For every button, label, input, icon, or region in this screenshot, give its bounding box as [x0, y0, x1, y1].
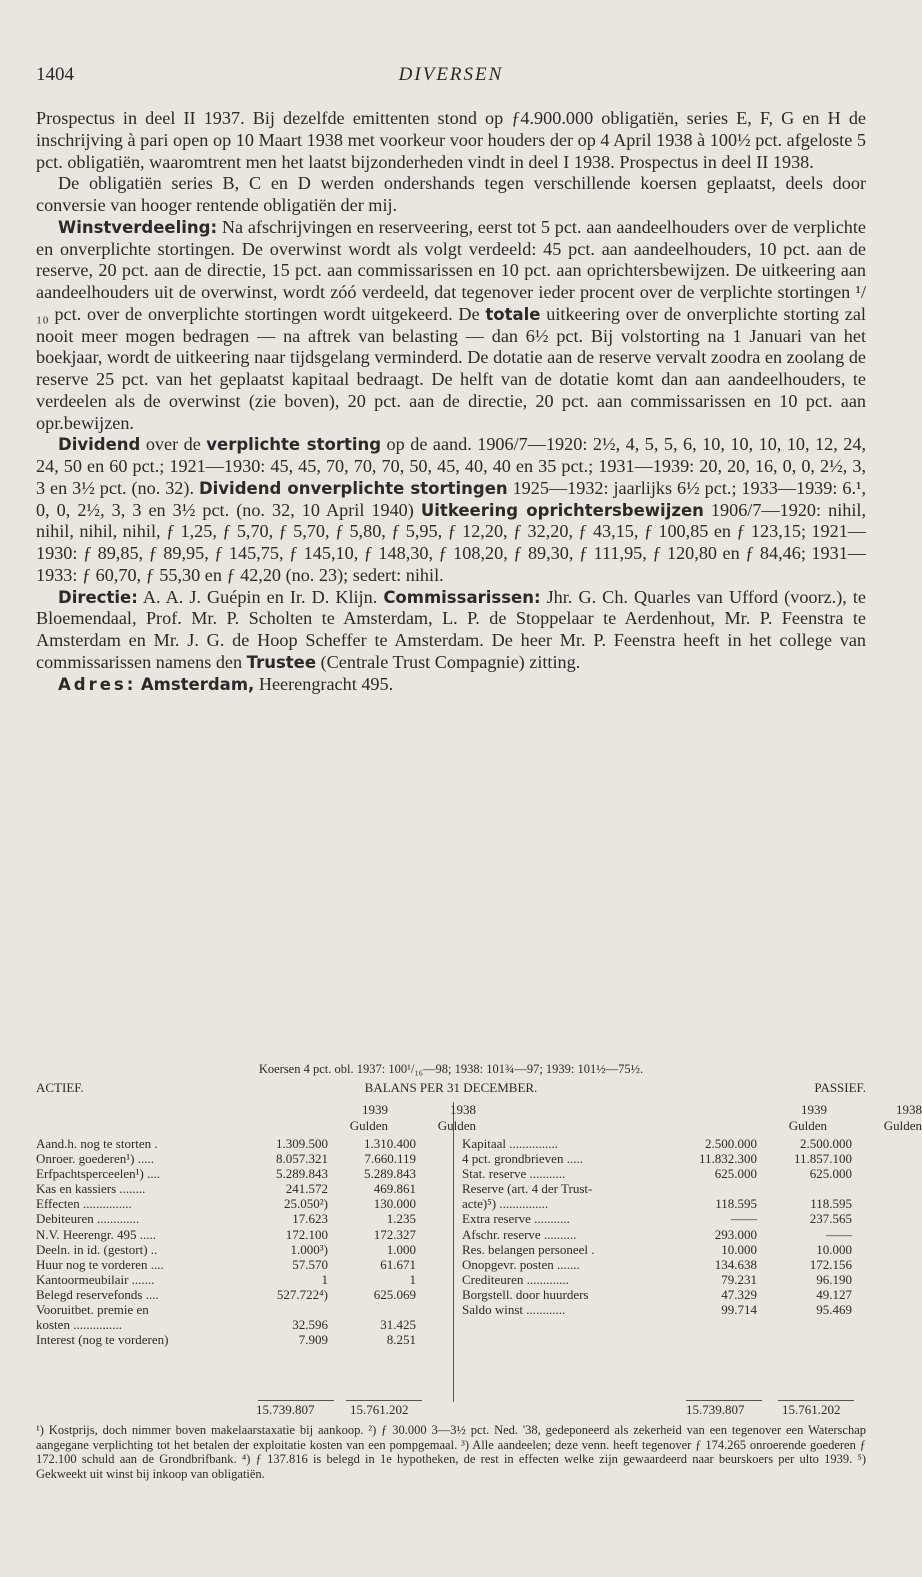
- actief-value-1939: 17.623: [292, 1211, 328, 1227]
- dividend-text-b: op de aand. 1906/7—1920: 2½, 4, 5, 5, 6, 10, 10, 10, 10, 12, 24, 24, 50 en 60 pct.; 1921—1930: 45, 45, 70, 70, 70, 50, 45, 40, 40 en 35 pct.; 1931—1939: 20, 20, 16, 0, 0, 2½, 3, 3 en 3½ pct. (no. 32).: [36, 434, 866, 498]
- actief-value-1939: 241.572: [285, 1181, 328, 1197]
- page-header: [36, 64, 866, 94]
- actief-value-1938: 7.660.119: [364, 1151, 416, 1167]
- passief-value-1938: 2.500.000: [800, 1136, 852, 1151]
- actief-year-1938: 1938: [450, 1102, 476, 1117]
- actief-label: Vooruitbet. premie en: [36, 1302, 149, 1318]
- actief-value-1939: 1.000³): [290, 1241, 328, 1257]
- passief-value-1938: 96.190: [816, 1271, 852, 1287]
- passief-value-1938: 11.857.100: [793, 1151, 852, 1167]
- actief-total-1938: 15.761.202: [350, 1402, 409, 1417]
- passief-unit-1939: Gulden: [788, 1118, 827, 1133]
- actief-label: Effecten ...............: [36, 1196, 132, 1212]
- passief-value-1938: 10.000: [816, 1241, 852, 1257]
- paragraph-winstverdeeling: [36, 217, 866, 435]
- actief-col-1938: [336, 1102, 476, 1133]
- passief-value-1939: 625.000: [714, 1166, 757, 1182]
- passief-value-1938: 172.156: [809, 1256, 852, 1272]
- paragraph-directie: [36, 587, 866, 674]
- passief-row: [462, 1242, 866, 1257]
- actief-label: Deeln. in id. (gestort) ..: [36, 1241, 158, 1257]
- actief-value-1939: 8.057.321: [276, 1151, 328, 1167]
- passief-row: [462, 1136, 866, 1151]
- actief-row: [36, 1151, 446, 1166]
- passief-row: [462, 1287, 866, 1302]
- actief-row: [36, 1136, 446, 1151]
- balance-sheet: [36, 1080, 922, 1420]
- paragraph-dividend: [36, 434, 866, 586]
- winstverdeeling-heading: Winstverdeeling:: [58, 217, 218, 237]
- actief-value-1939: 5.289.843: [276, 1166, 328, 1182]
- paragraph-placement: De obligatiën series B, C en D werden ondershands tegen verschillende koersen geplaatst, deels door conversie van hooger rentende obligatiën der mij.: [36, 173, 866, 215]
- passief-side: [462, 1102, 922, 1318]
- trustee-heading: Trustee: [246, 652, 317, 672]
- actief-value-1938: 61.671: [380, 1256, 416, 1272]
- actief-row: [36, 1166, 446, 1181]
- directie-text-c: (Centrale Trust Compagnie) zitting.: [316, 651, 581, 672]
- actief-value-1939: 57.570: [292, 1256, 328, 1272]
- actief-value-1939: 172.100: [285, 1226, 328, 1242]
- actief-value-1938: 625.069: [373, 1286, 416, 1302]
- passief-col-1938: [782, 1102, 922, 1133]
- directie-text-b: Jhr. G. Ch. Quarles van Ufford (voorz.), te Bloemendaal, Prof. Mr. P. Scholten te Amsterdam, L. P. de Stoppelaar te Aerdenhout, Mr. P. Feenstra te Amsterdam en Mr. J. G. de Hoop Scheffer te Amsterdam. De heer Mr. P. Feenstra heeft in het college van commissarissen namens den: [36, 586, 866, 672]
- verplichte-storting-heading: verplichte storting: [206, 435, 382, 455]
- passief-value-1938: ——: [826, 1226, 852, 1242]
- actief-label: Aand.h. nog te storten .: [36, 1136, 158, 1151]
- passief-label: Extra reserve ...........: [462, 1211, 570, 1227]
- passief-value-1939: 134.638: [714, 1256, 757, 1272]
- passief-label: Kapitaal ...............: [462, 1136, 559, 1151]
- passief-value-1939: 11.832.300: [698, 1151, 757, 1167]
- actief-label: Interest (nog te vorderen): [36, 1332, 169, 1348]
- actief-value-1939: 1.309.500: [276, 1136, 328, 1151]
- passief-value-1939: 10.000: [721, 1241, 757, 1257]
- passief-value-1939: 99.714: [721, 1302, 757, 1318]
- balance-title: BALANS PER 31 DECEMBER.: [364, 1080, 538, 1095]
- passief-column-header: [462, 1102, 922, 1136]
- passief-value-1938: 49.127: [816, 1286, 852, 1302]
- passief-total-rule-1938: [778, 1400, 854, 1401]
- actief-total-rule-1938: [346, 1400, 422, 1401]
- actief-value-1938: 8.251: [386, 1332, 416, 1348]
- directie-text-a: A. A. J. Guépin en Ir. D. Klijn.: [137, 586, 384, 607]
- actief-label: kosten ...............: [36, 1317, 122, 1333]
- actief-total-rule-1939: [258, 1400, 334, 1401]
- actief-value-1938: 31.425: [380, 1317, 416, 1333]
- actief-row: [36, 1196, 446, 1211]
- actief-label: Erfpachtsperceelen¹) ....: [36, 1166, 161, 1182]
- actief-row: [36, 1181, 446, 1196]
- actief-row: [36, 1302, 446, 1317]
- passief-value-1938: 118.595: [810, 1196, 852, 1212]
- winstverdeeling-text-a: Na afschrijvingen en reserveering, eerst tot 5 pct. aan aandeelhouders over de verplichte en onverplichte stortingen. De overwinst wordt als volgt verdeeld: 45 pct. aan aandeelhouders, 10 pct. aan de reserve, 20 pct. aan de directie, 15 pct. aan commissarissen en 10 pct. aan oprichtersbewijzen. De uitkeering aan aandeelhouders uit de overwinst, wordt zóó verdeeld, dat tegenover ieder procent over de verplichte stortingen ¹/₁₀ pct. over de onverplichte stortingen wordt uitgekeerd. De: [36, 216, 866, 324]
- actief-column-header: [36, 1102, 476, 1136]
- dividend-text-a: over de: [140, 434, 207, 455]
- actief-label: Onroer. goederen¹) .....: [36, 1151, 154, 1167]
- adres-city: Amsterdam,: [140, 674, 255, 694]
- totale-word: totale: [485, 304, 541, 324]
- actief-label: Huur nog te vorderen ....: [36, 1256, 164, 1272]
- passief-label: Onopgevr. posten .......: [462, 1256, 580, 1272]
- actief-label: Kas en kassiers ........: [36, 1181, 146, 1197]
- balance-divider: [453, 1102, 454, 1402]
- actief-row: [36, 1332, 446, 1347]
- actief-value-1938: 1.310.400: [364, 1136, 416, 1151]
- winstverdeeling-text-b: uitkeering over de onverplichte storting zal nooit meer mogen bedragen — na aftrek van belasting — dan 6½ pct. Bij volstorting na 1 Januari van het boekjaar, wordt de uitkeering naar tijdsgelang verminderd. De dotatie aan de reserve vervalt zoodra en zoolang de reserve 25 pct. van het geplaatst kapitaal bedraagt. De helft van de dotatie komt dan aan aandeelhouders, te verdeelen als de overwinst (zie boven), 20 pct. aan de directie, 20 pct. aan commissarissen en 10 pct. aan opr.bewijzen.: [36, 303, 866, 433]
- actief-year-1939: 1939: [362, 1102, 388, 1117]
- actief-label: ACTIEF.: [36, 1080, 84, 1095]
- actief-value-1938: 1.000: [386, 1241, 416, 1257]
- actief-value-1939: 32.596: [292, 1317, 328, 1333]
- actief-row: [36, 1287, 446, 1302]
- actief-value-1938: 130.000: [373, 1196, 416, 1212]
- actief-label: Belegd reservefonds ....: [36, 1286, 159, 1302]
- passief-row: [462, 1302, 866, 1317]
- passief-value-1938: 95.469: [816, 1302, 852, 1318]
- koersen-line: Koersen 4 pct. obl. 1937: 100¹/₁₆—98; 1938: 101¾—97; 1939: 101½—75½.: [258, 1062, 644, 1076]
- passief-total-1939: 15.739.807: [686, 1402, 745, 1417]
- body-text: [36, 108, 866, 695]
- actief-value-1939: 25.050²): [284, 1196, 328, 1212]
- actief-row: [36, 1211, 446, 1226]
- actief-total-1939: 15.739.807: [256, 1402, 315, 1417]
- actief-side: [36, 1102, 476, 1348]
- page-number: 1404: [36, 64, 74, 85]
- actief-value-1939: 1: [321, 1271, 328, 1287]
- passief-unit-1938: Gulden: [883, 1118, 922, 1133]
- passief-row: [462, 1196, 866, 1211]
- passief-value-1939: ——: [731, 1211, 757, 1227]
- actief-value-1938: 1: [409, 1271, 416, 1287]
- uitkeering-heading: Uitkeering oprichtersbewijzen: [420, 500, 704, 520]
- passief-label: Crediteuren .............: [462, 1271, 569, 1287]
- actief-rows: [36, 1136, 446, 1347]
- directie-heading: Directie:: [58, 587, 138, 607]
- passief-label: Afschr. reserve ..........: [462, 1226, 577, 1242]
- dividend-text-c: 1925—1932: jaarlijks 6½ pct.; 1933—1939: 6.¹, 0, 0, 2½, 3, 3 en 3½ pct. (no. 32, 10 April 1940): [36, 477, 866, 520]
- passief-row: [462, 1166, 866, 1181]
- actief-row: [36, 1242, 446, 1257]
- passief-value-1939: 79.231: [721, 1271, 757, 1287]
- passief-label: Borgstell. door huurders: [462, 1286, 589, 1302]
- actief-label: Kantoormeubilair .......: [36, 1271, 155, 1287]
- passief-year-1939: 1939: [801, 1102, 827, 1117]
- passief-label: Saldo winst ............: [462, 1302, 566, 1318]
- paragraph-adres: [36, 674, 866, 696]
- passief-col-1939: [687, 1102, 827, 1133]
- adres-street: Heerengracht 495.: [254, 673, 394, 694]
- passief-row: [462, 1257, 866, 1272]
- passief-row: [462, 1211, 866, 1226]
- actief-value-1938: 5.289.843: [364, 1166, 416, 1182]
- footnotes: ¹) Kostprijs, doch nimmer boven makelaarstaxatie bij aankoop. ²) ƒ 30.000 3—3½ pct. Ned. '38, gedeponeerd als zekerheid van een tegenover een Waterschap aangegane verplichting tot het betalen der exploitatie kosten van een pompgemaal. ³) Alle aandeelen; deze venn. heeft tegenover ƒ 174.265 onroerende goederen ƒ 172.100 schuld aan de Grondbrifbank. ⁴) ƒ 137.816 is belegd in 1e hypotheken, de rest in effecten welke zijn gewaardeerd naar beurskoers per ulto 1939. ⁵) Gekweekt uit winst bij inkoop van obligatiën.: [36, 1423, 866, 1481]
- passief-label: Stat. reserve ...........: [462, 1166, 566, 1182]
- actief-row: [36, 1257, 446, 1272]
- actief-label: Debiteuren .............: [36, 1211, 140, 1227]
- actief-unit-1938: Gulden: [437, 1118, 476, 1133]
- dividend-onverplichte-heading: Dividend onverplichte stortingen: [198, 478, 508, 498]
- passief-value-1939: 2.500.000: [705, 1136, 757, 1151]
- actief-value-1939: 7.909: [298, 1332, 328, 1348]
- passief-value-1939: 293.000: [714, 1226, 757, 1242]
- actief-col-1939: [248, 1102, 388, 1133]
- passief-total-rule-1939: [686, 1400, 762, 1401]
- passief-row: [462, 1151, 866, 1166]
- balance-header: [36, 1080, 866, 1098]
- passief-label: Reserve (art. 4 der Trust-: [462, 1181, 593, 1197]
- passief-value-1938: 237.565: [809, 1211, 852, 1227]
- commissarissen-heading: Commissarissen:: [383, 587, 541, 607]
- passief-year-1938: 1938: [896, 1102, 922, 1117]
- passief-value-1939: 47.329: [721, 1286, 757, 1302]
- actief-row: [36, 1227, 446, 1242]
- passief-value-1938: 625.000: [809, 1166, 852, 1182]
- dividend-heading: Dividend: [58, 435, 141, 455]
- passief-total-1938: 15.761.202: [782, 1402, 841, 1417]
- actief-value-1938: 172.327: [373, 1226, 416, 1242]
- passief-label: Res. belangen personeel .: [462, 1241, 595, 1257]
- actief-row: [36, 1272, 446, 1287]
- passief-label: acte)⁵) ...............: [462, 1196, 549, 1212]
- paragraph-prospectus: Prospectus in deel II 1937. Bij dezelfde emittenten stond op ƒ4.900.000 obligatiën, series E, F, G en H de inschrijving à pari open op 10 Maart 1938 met voorkeur voor houders der op 4 April 1938 à 100½ pct. afgeloste 5 pct. obligatiën, waaromtrent men het laatst bijzonderheden vindt in deel I 1938. Prospectus in deel II 1938.: [36, 108, 866, 172]
- actief-label: N.V. Heerengr. 495 .....: [36, 1226, 156, 1242]
- passief-rows: [462, 1136, 866, 1317]
- passief-row: [462, 1181, 866, 1196]
- dividend-text-d: 1906/7—1920: nihil, nihil, nihil, nihil, ƒ 1,25, ƒ 5,70, ƒ 5,70, ƒ 5,80, ƒ 5,95, ƒ 12,20, ƒ 32,20, ƒ 43,15, ƒ 100,85 en ƒ 123,15; 1921—1930: ƒ 89,85, ƒ 89,95, ƒ 145,75, ƒ 145,10, ƒ 148,30, ƒ 108,20, ƒ 89,30, ƒ 111,95, ƒ 120,80 en ƒ 84,46; 1931—1933: ƒ 60,70, ƒ 55,30 en ƒ 42,20 (no. 23); sedert: nihil.: [36, 499, 866, 585]
- actief-value-1938: 1.235: [386, 1211, 416, 1227]
- actief-row: [36, 1317, 446, 1332]
- passief-label: 4 pct. grondbrieven .....: [462, 1151, 583, 1167]
- actief-value-1939: 527.722⁴): [276, 1286, 328, 1302]
- passief-label: PASSIEF.: [814, 1080, 866, 1095]
- passief-row: [462, 1272, 866, 1287]
- running-title: DIVERSEN: [398, 64, 504, 85]
- adres-heading: Adres:: [58, 674, 137, 694]
- actief-unit-1939: Gulden: [349, 1118, 388, 1133]
- passief-value-1939: 118.595: [715, 1196, 757, 1212]
- passief-row: [462, 1227, 866, 1242]
- actief-value-1938: 469.861: [373, 1181, 416, 1197]
